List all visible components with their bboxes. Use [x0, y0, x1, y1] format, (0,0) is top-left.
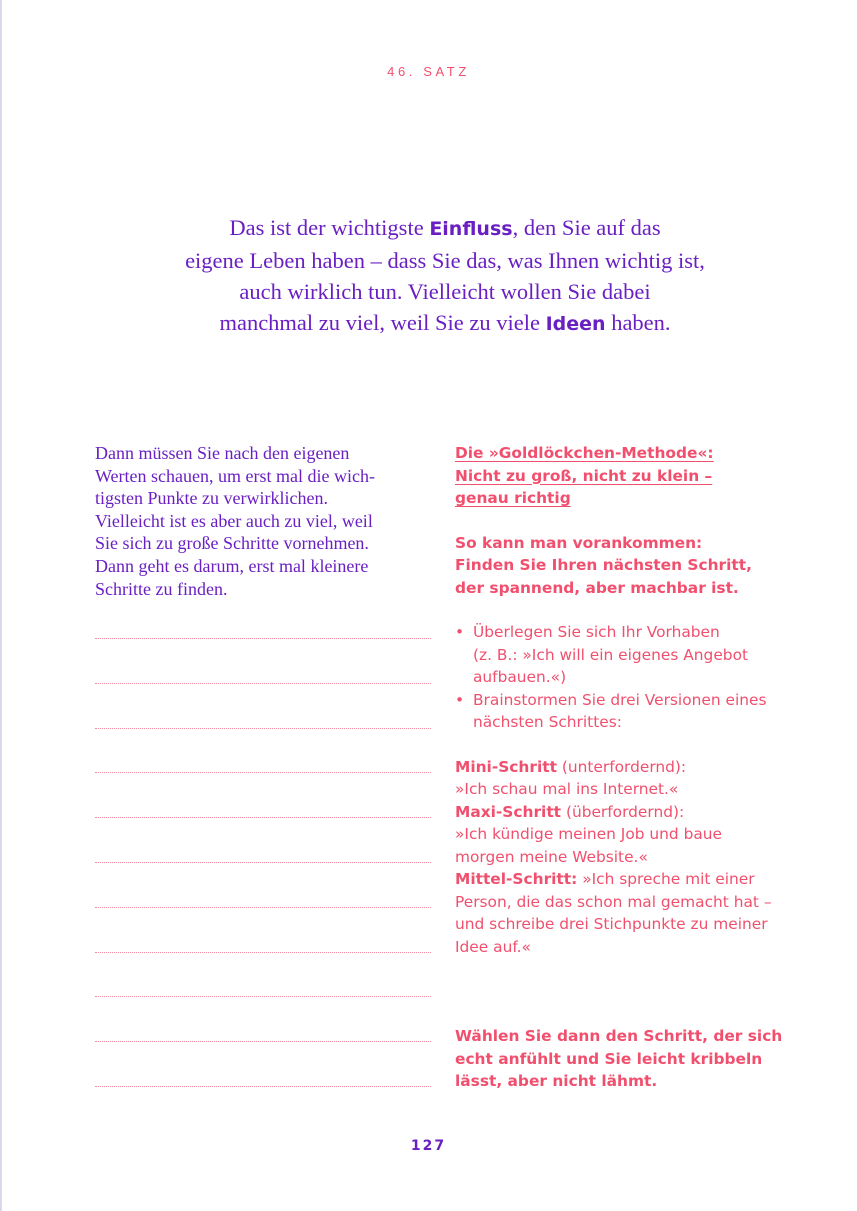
mittel-step-label: Mittel-Schritt:: [455, 870, 578, 888]
mittel-step-text: »Ich spreche mit einer: [577, 870, 755, 888]
method-conclusion: [455, 1025, 805, 1093]
body-line: Sie sich zu große Schritte vornehmen.: [95, 533, 369, 554]
writing-line[interactable]: [95, 638, 431, 639]
quote-text: Das ist der wichtigste: [229, 215, 430, 240]
conclusion-line: lässt, aber nicht lähmt.: [455, 1072, 658, 1090]
quote-keyword-einfluss: Einfluss: [429, 218, 513, 240]
mini-step-desc: (unterfordernd):: [556, 757, 687, 776]
writing-line[interactable]: [95, 996, 431, 997]
mittel-step-text: Idee auf.«: [455, 937, 531, 956]
method-subheading: [455, 532, 805, 600]
bullet-item: [455, 689, 805, 734]
method-sub-line: Finden Sie Ihren nächsten Schritt,: [455, 556, 752, 574]
bullet-line: aufbauen.«): [473, 668, 567, 686]
body-line: tigsten Punkte zu verwirklichen.: [95, 488, 328, 509]
writing-line[interactable]: [95, 683, 431, 684]
writing-line[interactable]: [95, 728, 431, 729]
method-sub-line: So kann man vorankommen:: [455, 533, 703, 552]
body-line: Dann geht es darum, erst mal kleinere: [95, 555, 369, 576]
method-heading-line: Nicht zu groß, nicht zu klein –: [455, 466, 713, 485]
maxi-step-text: morgen meine Website.«: [455, 847, 648, 866]
writing-line[interactable]: [95, 862, 431, 863]
bullet-list: [455, 621, 805, 734]
quote-text: , den Sie auf das: [512, 215, 661, 240]
mittel-step-heading: [455, 868, 805, 891]
body-line: Werten schauen, um erst mal die wich-: [95, 465, 375, 486]
quote-keyword-ideen: Ideen: [545, 313, 606, 335]
chapter-label: 46. SATZ: [387, 64, 470, 79]
bullet-dot-icon: •: [455, 690, 465, 709]
mini-step-label: Mini-Schritt: [455, 757, 557, 776]
bullet-dot-icon: •: [455, 623, 465, 641]
quote-line-2: eigene Leben haben – dass Sie das, was Ihnen wichtig ist,: [185, 248, 705, 273]
quote-text: haben.: [605, 310, 671, 335]
mittel-step-text: und schreibe drei Stichpunkte zu meiner: [455, 915, 768, 933]
conclusion-line: echt anfühlt und Sie leicht kribbeln: [455, 1049, 763, 1068]
method-heading: [455, 442, 805, 510]
body-paragraph: [95, 442, 430, 600]
method-heading-line: Die »Goldlöckchen-Methode«:: [455, 444, 714, 462]
method-sub-line: der spannend, aber machbar ist.: [455, 578, 739, 597]
mini-step-text: »Ich schau mal ins Internet.«: [455, 780, 679, 798]
page-edge: [0, 0, 2, 1211]
maxi-step-text: »Ich kündige meinen Job und baue: [455, 825, 723, 843]
body-line: Dann müssen Sie nach den eigenen: [95, 443, 350, 463]
writing-line[interactable]: [95, 772, 431, 773]
bullet-line: Brainstormen Sie drei Versionen eines: [473, 690, 767, 709]
writing-line[interactable]: [95, 1086, 431, 1087]
quote-text: manchmal zu viel, weil Sie zu viele: [219, 310, 546, 335]
mini-step-heading: [455, 756, 805, 779]
writing-line[interactable]: [95, 1041, 431, 1042]
writing-line[interactable]: [95, 952, 431, 953]
writing-line[interactable]: [95, 817, 431, 818]
step-examples: [455, 756, 805, 959]
body-line: Vielleicht ist es aber auch zu viel, weil: [95, 510, 373, 531]
page-number: 127: [410, 1138, 447, 1154]
maxi-step-heading: [455, 801, 805, 824]
bullet-item: [455, 621, 805, 689]
method-heading-line: genau richtig: [455, 489, 571, 507]
quote-line-4: [100, 307, 790, 340]
writing-line[interactable]: [95, 907, 431, 908]
bullet-line: (z. B.: »Ich will ein eigenes Angebot: [473, 645, 749, 664]
conclusion-line: Wählen Sie dann den Schritt, der sich: [455, 1027, 783, 1045]
bullet-line: nächsten Schrittes:: [473, 713, 622, 731]
maxi-step-desc: (überfordernd):: [561, 802, 685, 821]
body-line: Schritte zu finden.: [95, 578, 228, 599]
maxi-step-label: Maxi-Schritt: [455, 802, 562, 821]
bullet-line: Überlegen Sie sich Ihr Vorhaben: [473, 623, 720, 641]
pull-quote: [100, 212, 790, 340]
method-box: [455, 442, 805, 1090]
quote-line-1: [100, 212, 790, 245]
mittel-step-text: Person, die das schon mal gemacht hat –: [455, 892, 772, 911]
quote-line-3: auch wirklich tun. Vielleicht wollen Sie dabei: [239, 279, 651, 304]
